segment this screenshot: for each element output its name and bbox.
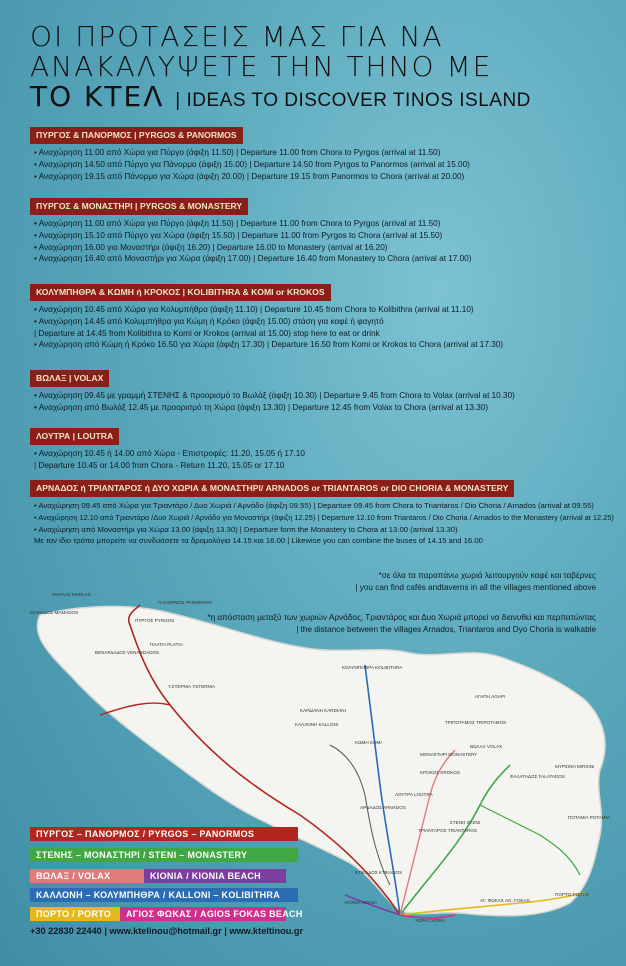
schedule-line: • Αναχώρηση 14.45 από Κολυμπήθρα για Κώμη ή Κρόκο (άφιξη 15.00) στάση για καφέ ή φαγητό xyxy=(34,316,384,326)
schedule-line: • Αναχώρηση 10.45 ή 14.00 από Χώρα - Επιστροφές: 11.20, 15.05 ή 17.10 xyxy=(34,449,305,458)
legend-label: ΠΥΡΓΟΣ – ΠΑΝΟΡΜΟΣ / PYRGOS – PANORMOS xyxy=(36,829,255,839)
section-arnados-monastery xyxy=(30,478,620,547)
section-heading: ΑΡΝΑΔΟΣ ή ΤΡΙΑΝΤΑΡΟΣ ή ΔΥΟ ΧΩΡΙΑ & ΜΟΝΑΣΤΗΡΙ/ ARNADOS or TRIANTAROS or DIO CHORIA & MONASTERY xyxy=(30,480,514,497)
schedule-line: • Αναχώρηση 15.10 από Πύργο για Χώρα (άφιξη 15.50) | Departure 11.00 from Pyrgos to Chora (arrival at 15.50) xyxy=(34,230,443,240)
map-label: ΜΟΝΑΣΤΗΡΙ MONASTERY xyxy=(420,752,478,757)
schedule-line: • Αναχώρηση από Κώμη ή Κρόκο 16.50 για Χώρα (άφιξη 17.30) | Departure 16.50 from Komi or Krokos to Chora (arrival at 17.30) xyxy=(34,340,504,350)
map-label: ΚΑΛΛΟΝΗ KALLONI xyxy=(295,722,339,727)
schedule-line: • Αναχώρηση 16.00 για Μοναστήρι (άφιξη 16.20) | Departure 16.00 to Monastery (arrival at 16.20) xyxy=(34,242,388,252)
map-label: ΚΡΟΚΟΣ KROKOS xyxy=(420,770,460,775)
legend-label: ΣΤΕΝΗΣ – ΜΟΝΑΣΤΗΡΙ / STENI – MONASTERY xyxy=(36,850,248,860)
schedule-line: • Αναχώρηση 09.45 με γραμμή ΣΤΕΝΗΣ & προορισμό το Βωλάξ (άφιξη 10.30) | Departure 9.45 from Chora to Volax (arrival at 10.30) xyxy=(34,391,515,400)
schedule-line: • Αναχώρηση 14.50 από Πύργο για Πάνορμο (άφιξη 15.00) | Departure 14.50 from Pyrgos to Panormos (arrival at 15.00) xyxy=(34,159,470,169)
title-line-1: ΟΙ ΠΡΟΤΑΣΕΙΣ ΜΑΣ ΓΙΑ ΝΑ xyxy=(30,20,444,53)
map-label: ΠΛΑΤΙΑ PLATIA xyxy=(150,642,183,647)
map-label: ΑΓΑΠΗ AGAPI xyxy=(475,694,506,699)
legend-label: ΚΑΛΛΟΝΗ – ΚΟΛΥΜΠΗΘΡΑ / KALLONI – KOLIBITHRA xyxy=(36,890,281,900)
map-label: Υ.ΣΤΕΡΝΙΑ YSTERNIA xyxy=(168,684,216,689)
legend-steni-monastery xyxy=(30,848,298,862)
section-kolibithra-komi-krokos xyxy=(30,282,620,351)
map-label: ΤΡΙΠΟΤΑΜΟΣ TRIPOTAMOS xyxy=(445,720,507,725)
schedule-lines xyxy=(30,390,620,414)
schedule-lines xyxy=(30,304,620,351)
section-heading: ΠΥΡΓΟΣ & ΜΟΝΑΣΤΗΡΙ | PYRGOS & MONASTERY xyxy=(30,198,248,215)
note-cafes-greek: *σε όλα τα παραπάνω χωριά λειτουργούν καφέ και ταβέρνες xyxy=(378,571,596,580)
section-pyrgos-panormos xyxy=(30,125,620,182)
schedule-line: • Αναχώρηση 11.00 από Χώρα για Πύργο (άφιξη 11.50) | Departure 11.00 from Chora to Pyrgos (arrival at 11.50) xyxy=(34,219,441,228)
title-line-3-greek: ΤΟ ΚΤΕΛ xyxy=(30,80,165,113)
section-heading: ΒΩΛΑΞ | VOLAX xyxy=(30,370,109,387)
note-walkable-greek: *η απόσταση μεταξύ των χωριών Αρνάδος, Τριαντάρος και Δυο Χωριά μπορεί να διανυθεί και περπατώντας xyxy=(207,613,596,622)
legend-label: ΠΟΡΤΟ / PORTO xyxy=(36,909,112,919)
section-volax xyxy=(30,368,620,414)
map-label: ΠΥΡΓΟΣ PYRGOS xyxy=(135,618,175,623)
title-line-2: ΑΝΑΚΑΛΥΨΕΤΕ ΤΗΝ ΤΗΝΟ ΜΕ xyxy=(30,50,493,83)
section-heading: ΛΟΥΤΡΑ | LOUTRA xyxy=(30,428,119,445)
note-cafes-english: | you can find cafés andtaverns in all the villages mentioned above xyxy=(355,583,596,592)
schedule-line: • Αναχώρηση από Βωλάξ 12.45 με προορισμό τη Χώρα (άφιξη 13.30) | Departure 12.45 from Volax to Chora (arrival at 13.30) xyxy=(34,402,489,412)
note-walkable-english: | the distance between the villages Arnados, Triantaros and Dyo Choria is walkable xyxy=(296,625,596,634)
legend-label: ΚΙΟΝΙΑ / KIONIA BEACH xyxy=(150,871,261,881)
legend-label: ΒΩΛΑΞ / VOLAX xyxy=(36,871,111,881)
map-label: ΠΟΤΑΜΙΑ POTAMIA xyxy=(568,815,610,820)
schedule-line: • Αναχώρηση 12.10 από Τριαντάρο /Δυο Χωριά / Αρνάδο για Μοναστήρι (άφιξη 12.25) | Departure 12.10 from Triantaros / Dio Choria / Arnados to the Monastery (arrival at 12.25) xyxy=(34,512,614,522)
legend-kalloni-kolibithra xyxy=(30,888,298,902)
map-label: ΧΩΡΑ CHORA xyxy=(415,918,445,923)
schedule-line: • Αναχώρηση 11.00 από Χώρα για Πύργο (άφιξη 11.50) | Departure 11.00 from Chora to Pyrgos (arrival at 11.50) xyxy=(34,148,441,157)
map-label: ΛΟΥΤΡΑ LOUTRA xyxy=(395,792,433,797)
schedule-lines xyxy=(30,218,620,265)
schedule-lines xyxy=(30,147,620,182)
map-label: ΦΑΛΑΤΑΔΟΣ FALATADOS xyxy=(510,774,565,779)
section-heading: ΠΥΡΓΟΣ & ΠΑΝΟΡΜΟΣ | PYRGOS & PANORMOS xyxy=(30,127,243,144)
map-label: ΤΡΙΑΝΤΑΡΟΣ TRIANTAROS xyxy=(418,828,478,833)
legend-porto xyxy=(30,907,120,921)
map-label: ΜΥΡΣΙΝΗ MIRSINI xyxy=(555,764,595,769)
section-loutra xyxy=(30,426,620,472)
map-label: ΜΑΜΑΔΟΣ MAMADOS xyxy=(30,610,79,615)
schedule-lines xyxy=(30,500,620,547)
map-label: ΚΤΙΚΑΔΟΣ KTIKADOS xyxy=(355,870,403,875)
legend-volax xyxy=(30,869,144,883)
schedule-line: | Departure at 14.45 from Kolibithra to Komi or Krokos (arrival at 15.00) stop here to eat or drink xyxy=(34,328,380,338)
map-label: ΒΕΝΑΡΔΑΔΟΣ VENARDADOS xyxy=(95,650,160,655)
map-label: ΚΩΜΗ KOMI xyxy=(355,740,382,745)
section-pyrgos-monastery xyxy=(30,196,620,265)
schedule-line: | Departure 10.45 or 14.00 from Chora - Return 11.20, 15.05 or 17.10 xyxy=(34,460,285,470)
schedule-line: • Αναχώρηση από Μοναστήρι για Χώρα 13.00 (άφιξη 13.30) | Departure form the Monastery to Chora at 13.00 (arrival 13.30) xyxy=(34,524,458,534)
schedule-line: Με τον ίδιο τρόπο μπορείτε να συνδυάσετε τα δρομολόγια 14.15 και 16.00 | Likewise you can combine the buses of 14.15 and 16.00 xyxy=(34,536,483,546)
map-label: ΑΡΝΑΔΟΣ ARNADOS xyxy=(360,805,406,810)
legend-pyrgos-panormos xyxy=(30,827,298,841)
schedule-line: • Αναχώρηση 16.40 από Μοναστήρι για Χώρα (άφιξη 17.00) | Departure 16.40 from Monastery to Chora (arrival at 17.00) xyxy=(34,254,472,264)
legend-label: ΑΓΙΟΣ ΦΩΚΑΣ / AGIOS FOKAS BEACH xyxy=(126,909,303,919)
title-line-3-english: | IDEAS TO DISCOVER TINOS ISLAND xyxy=(175,90,531,111)
schedule-line: • Αναχώρηση 09.45 από Χώρα για Τριαντάρο / Δυο Χωριά / Αρνάδο (άφιξη 09.55) | Departure 09.45 from Chora to Triantaros / Dio Choria / Arnados (arrival at 09.55) xyxy=(34,501,594,510)
title-line-3 xyxy=(30,82,610,116)
section-heading: ΚΟΛΥΜΠΗΘΡΑ & ΚΩΜΗ ή ΚΡΟΚΟΣ | KOLIBITHRA & KOMI or KROKOS xyxy=(30,284,331,301)
map-label: ΒΩΛΑΞ VOLAX xyxy=(470,744,503,749)
legend-agios-fokas xyxy=(120,907,303,921)
schedule-line: • Αναχώρηση 10.45 από Χώρα για Κολυμπήθρα (άφιξη 11.10) | Departure 10.45 from Chora to Kolibithra (arrival at 11.10) xyxy=(34,305,474,314)
map-label: ΚΟΛΥΜΠΗΘΡΑ KOLIBITHRA xyxy=(342,665,403,670)
map-label: ΚΙΟΝΙΑ KIONIA xyxy=(345,900,378,905)
map-label: ΠΟΡΤΟ PORTO xyxy=(555,892,589,897)
map-label: ΑΓ. ΦΩΚΑΣ AG. FOKAS xyxy=(480,898,530,903)
legend-kionia xyxy=(144,869,286,883)
map-label: ΠΑΝΟΡΜΟΣ PANORMOS xyxy=(158,600,213,605)
schedule-lines xyxy=(30,448,620,472)
page-title xyxy=(30,22,610,116)
schedule-line: • Αναχώρηση 19.15 από Πάνορμο για Χώρα (άφιξη 20.00) | Departure 19.15 from Panormos to Chora (arrival at 20.00) xyxy=(34,171,465,181)
map-label: ΚΑΡΔΙΑΝΗ KARDIANI xyxy=(300,708,346,713)
contact-footer[interactable]: +30 22830 22440 | www.ktelinou@hotmail.gr | www.kteltinou.gr xyxy=(30,926,304,936)
map-label: ΜΑΡΛΑΣ MARLAS xyxy=(52,592,91,597)
map-label: ΣΤΕΝΗ STENI xyxy=(450,820,481,825)
